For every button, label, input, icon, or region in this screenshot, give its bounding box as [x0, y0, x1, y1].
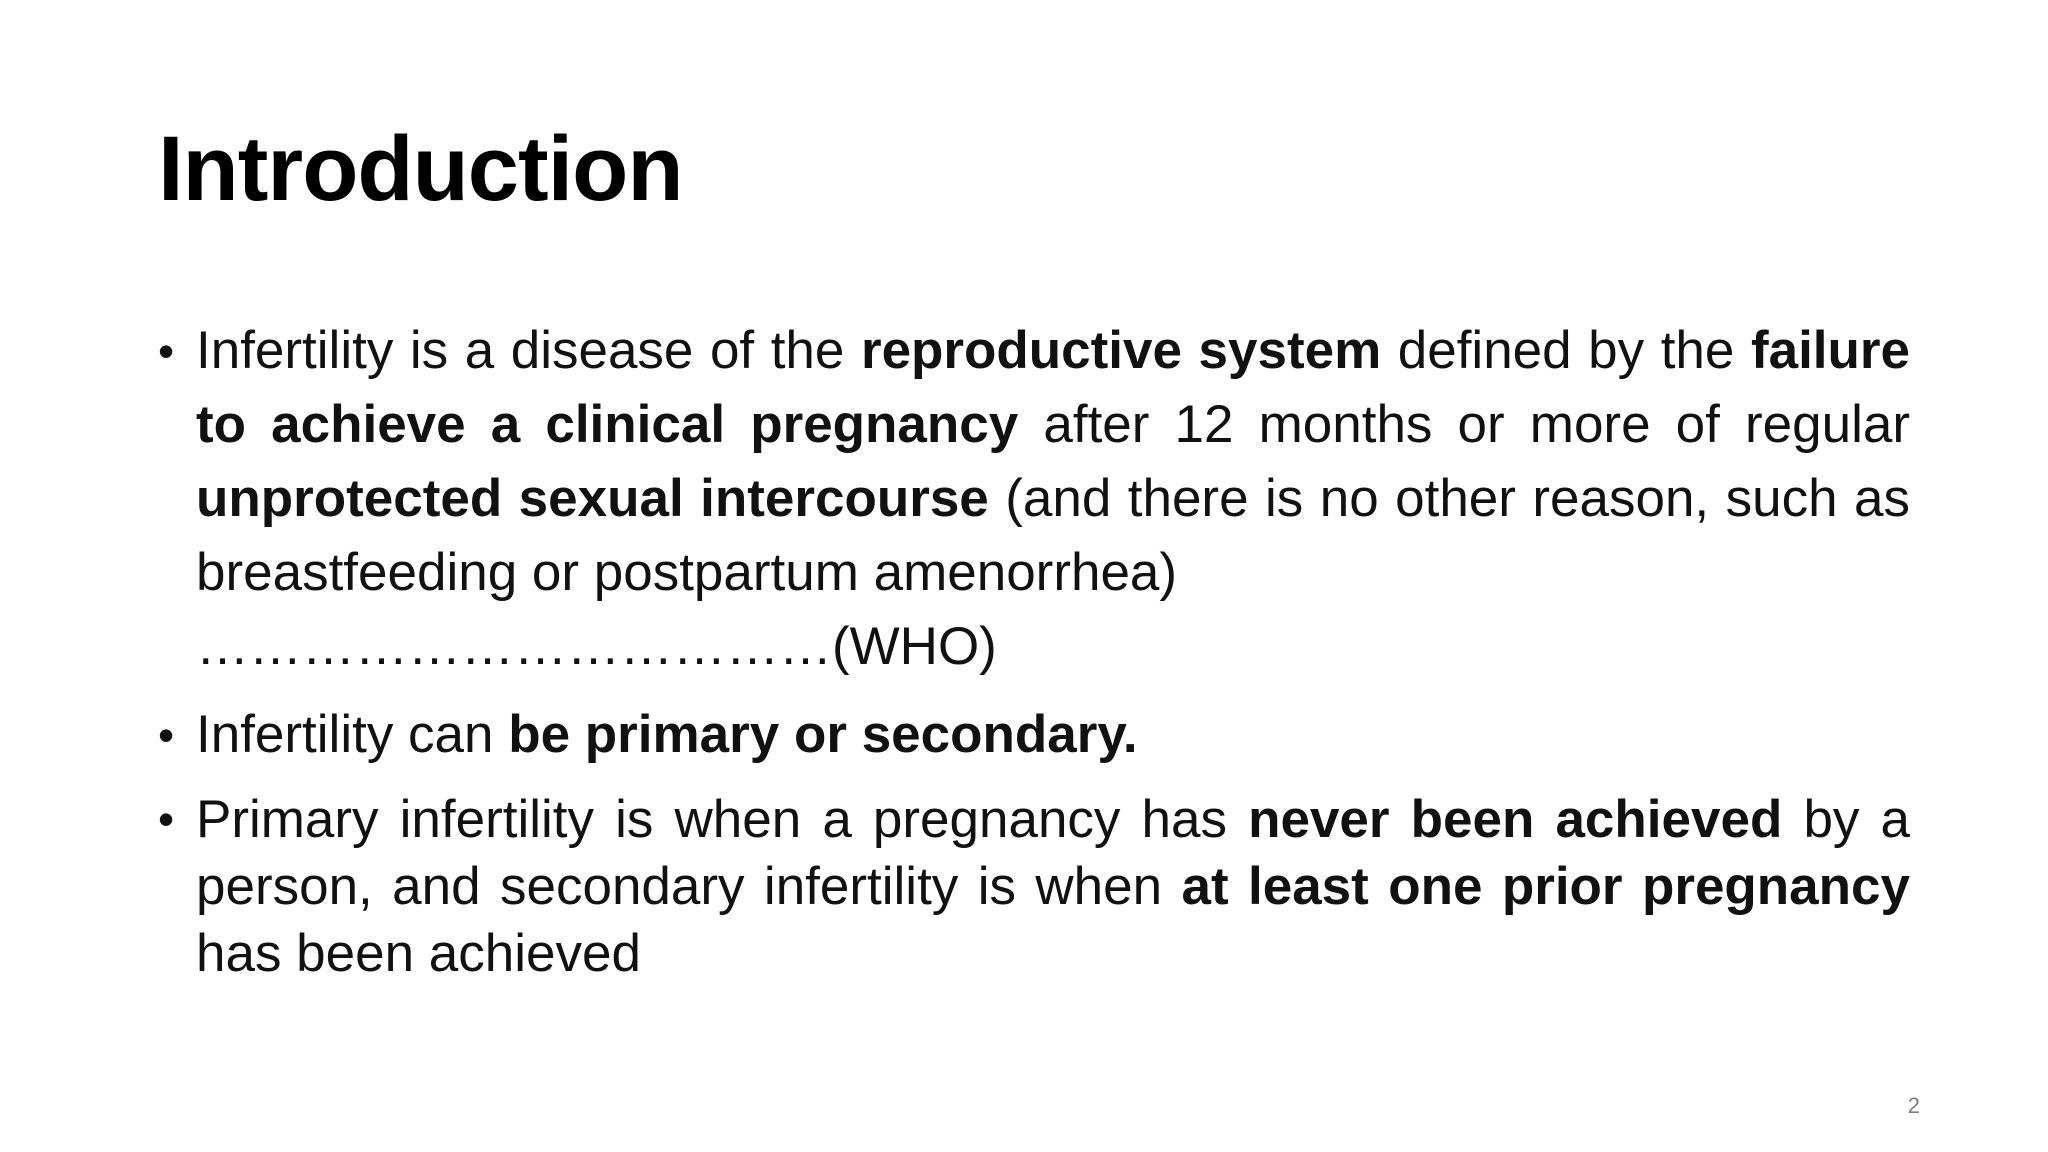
text-segment: Infertility is a disease of the — [196, 321, 861, 380]
bullet-item-definition — [158, 314, 1910, 684]
bullet-icon: • — [158, 709, 175, 761]
text-segment-bold: reproductive system — [860, 321, 1382, 380]
text-segment: has been achieved — [196, 924, 641, 983]
text-segment-bold: failure to achieve a clinical pregnancy — [196, 321, 1910, 454]
text-segment: Primary infertility is when a pregnancy has — [196, 790, 1249, 849]
text-segment: by a person, and secondary infertility is when — [196, 790, 1911, 916]
slide-title: Introduction — [158, 118, 683, 220]
page-number: 2 — [1907, 1093, 1920, 1118]
text-segment: after 12 months or more of regular — [1018, 395, 1910, 454]
bullet-icon: • — [158, 325, 175, 377]
text-segment-bold: unprotected sexual intercourse — [196, 469, 989, 528]
bullet-list — [158, 314, 1910, 987]
bullet-item-types — [158, 698, 1910, 772]
text-segment: defined by the — [1381, 321, 1751, 380]
text-segment-bold: never been achieved — [1248, 790, 1783, 849]
source-citation: ………………………………(WHO) — [196, 617, 997, 676]
text-segment: (and there is no other reason, such as breastfeeding or postpartum amenorrhea) — [196, 469, 1910, 602]
text-segment-bold: at least one prior pregnancy — [1181, 857, 1910, 916]
text-segment-bold: be primary or secondary. — [508, 705, 1138, 764]
bullet-icon: • — [158, 793, 175, 845]
bullet-item-primary-secondary — [158, 786, 1910, 987]
text-segment: Infertility can — [196, 705, 509, 764]
